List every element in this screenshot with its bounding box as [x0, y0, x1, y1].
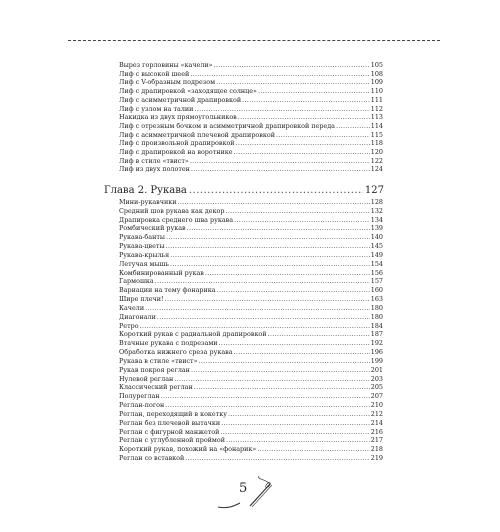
toc-entry	[119, 122, 383, 131]
toc-entry-title: Рукава-крылья	[119, 250, 170, 259]
toc-entry-title: Лиф из двух полотен	[119, 165, 190, 174]
toc-entry	[119, 295, 383, 304]
toc-entry	[119, 375, 383, 384]
dot-leader	[219, 339, 370, 348]
toc-entry-title: Реглан без плечевой вытачки	[119, 418, 221, 427]
toc-entry-page: 212	[370, 409, 383, 418]
toc-entry-page: 108	[370, 69, 383, 78]
dot-leader	[234, 148, 370, 157]
toc-entry-title: Вырез горловины «качели»	[119, 61, 213, 69]
toc-entry	[119, 87, 383, 96]
toc-entry-page: 180	[370, 312, 383, 321]
toc-entry-page: 109	[370, 78, 383, 87]
toc-entry	[119, 233, 383, 242]
toc-entry	[119, 216, 383, 225]
toc-entry	[119, 428, 383, 437]
toc-entry-page: 187	[370, 330, 383, 339]
toc-entry	[119, 251, 383, 260]
dot-leader	[268, 330, 370, 339]
toc-entry-page: 127	[364, 185, 384, 196]
toc-entry-title: Диагонали	[119, 312, 156, 321]
toc-entry-page: 207	[370, 392, 383, 401]
dot-leader	[199, 357, 370, 366]
toc-entry-title: Лиф с произвольной драпировкой	[119, 139, 235, 148]
dot-leader	[190, 157, 370, 166]
toc-entry-page: 124	[370, 165, 383, 174]
toc-entry	[119, 401, 383, 410]
toc-entry	[119, 357, 383, 366]
dot-leader	[194, 383, 370, 392]
dot-leader	[161, 392, 370, 401]
toc-entry-page: 134	[370, 215, 383, 224]
toc-entry-title: Рукава-банты	[119, 233, 165, 242]
toc-entry	[119, 410, 383, 419]
toc-entry-title: Ретро	[119, 321, 139, 330]
toc-entry-title: Вариации на тему фонарика	[119, 286, 216, 295]
toc-entry-page: 122	[370, 156, 383, 165]
toc-entry-page: 114	[370, 121, 383, 130]
toc-entry-title: Реглан, переходящий в кокетку	[119, 409, 227, 418]
toc-entry-title: Втачные рукава с подрезами	[119, 339, 218, 348]
top-dashed-rule	[68, 40, 440, 41]
dot-leader	[166, 242, 370, 251]
dot-leader	[236, 139, 370, 148]
toc-entry-page: 156	[370, 268, 383, 277]
toc-entry	[119, 157, 383, 166]
toc-entry-title: Реглан с углубленной проймой	[119, 436, 226, 445]
toc-entry	[119, 322, 383, 331]
toc-entry-page: 180	[370, 303, 383, 312]
toc-entry-page: 163	[370, 295, 383, 304]
dot-leader	[155, 277, 370, 286]
dot-leader	[189, 185, 363, 197]
toc-entry-title: Лиф с V-образным подрезом	[119, 78, 216, 87]
toc-entry	[119, 304, 383, 313]
toc-entry	[119, 148, 383, 157]
toc-entry	[119, 436, 383, 445]
toc-entry	[119, 242, 383, 251]
dot-leader	[191, 165, 370, 174]
dot-leader	[234, 348, 370, 357]
toc-entry	[119, 78, 383, 87]
toc-entry-page: 205	[370, 383, 383, 392]
toc-entry-page: 192	[370, 339, 383, 348]
toc-entry-page: 214	[370, 418, 383, 427]
toc-entry-page: 184	[370, 321, 383, 330]
dot-leader	[165, 295, 370, 304]
toc-entry	[119, 165, 383, 174]
toc-entry-page: 118	[370, 139, 383, 148]
toc-entry-title: Реглан-погон	[119, 401, 165, 410]
toc-entry	[119, 277, 383, 286]
toc-entry-page: 113	[370, 113, 383, 122]
toc-entry-title: Обработка нижнего среза рукава	[119, 348, 233, 357]
toc-entry-page: 160	[370, 286, 383, 295]
toc-entry-title: Средний шов рукава как декор	[119, 206, 225, 215]
needle-icon	[212, 470, 292, 515]
toc-entry-title: Гармошка	[119, 277, 154, 286]
toc-entry-title: Комбинированный рукав	[119, 268, 204, 277]
toc-entry	[119, 198, 383, 207]
dot-leader	[336, 122, 370, 131]
toc-entry-title: Короткий рукав, похожий на «фонарик»	[119, 445, 257, 454]
toc-entry-title: Ромбический рукав	[119, 224, 186, 233]
toc-entry-title: Накидка из двух прямоугольников	[119, 113, 237, 122]
toc-entry	[119, 260, 383, 269]
toc-entry-page: 128	[370, 198, 383, 206]
dot-leader	[166, 233, 370, 242]
toc-entry-title: Рукав покроя реглан	[119, 365, 190, 374]
page-number: 5	[239, 481, 248, 496]
toc-entry-page: 201	[370, 365, 383, 374]
toc-entry-page: 154	[370, 259, 383, 268]
dot-leader	[191, 366, 370, 375]
toc-entry-page: 120	[370, 148, 383, 156]
toc-entry-title: Мини-рукавчики	[119, 198, 177, 206]
toc-entry	[119, 224, 383, 233]
toc-entry-title: Лиф в стиле «твист»	[119, 156, 189, 165]
toc-entry	[119, 139, 383, 148]
toc-entry-page: 105	[370, 61, 383, 69]
toc-entry-title: Лиф с драпировкой на воротнике	[119, 148, 233, 156]
toc-entry	[119, 330, 383, 339]
toc-entry-page: 132	[370, 206, 383, 215]
dot-leader	[157, 313, 370, 322]
dot-leader	[205, 269, 370, 278]
toc-entry	[119, 131, 383, 140]
dot-leader	[258, 87, 370, 96]
toc-entry-page: 145	[370, 242, 383, 251]
toc-entry-page: 140	[370, 233, 383, 242]
toc-entry-page: 111	[370, 95, 383, 104]
toc-entry-page: 217	[370, 436, 383, 445]
toc-entry-page: 115	[370, 130, 383, 139]
dot-leader	[140, 322, 370, 331]
toc-entry	[119, 70, 383, 79]
toc-entry-page: 219	[370, 454, 383, 463]
toc-entry-title: Лиф с высокой шеей	[119, 69, 190, 78]
toc-entry-page: 196	[370, 348, 383, 357]
dot-leader	[165, 401, 370, 410]
dot-leader	[234, 216, 370, 225]
toc-entry-title: Шире плечи!	[119, 295, 164, 304]
toc-entry-title: Лиф с драпировкой «заходящее солнце»	[119, 87, 257, 96]
toc-entry	[119, 207, 383, 216]
toc-entry-title: Драпировка среднего шва рукава	[119, 215, 234, 224]
toc-entry-title: Лиф с асимметричной плечевой драпировкой	[119, 130, 275, 139]
toc-entry	[119, 313, 383, 322]
toc-entry	[119, 366, 383, 375]
toc-entry-page: 157	[370, 277, 383, 286]
dot-leader	[187, 224, 370, 233]
toc-entry-page: 139	[370, 224, 383, 233]
dot-leader	[170, 251, 370, 260]
dot-leader	[190, 70, 370, 79]
toc-entry	[119, 419, 383, 428]
dot-leader	[226, 436, 370, 445]
toc-entry-title: Нулевой реглан	[119, 374, 174, 383]
toc-entry-title: Лиф с асимметричной драпировкой	[119, 95, 242, 104]
toc-entry-title: Лиф с узлом на талии	[119, 104, 194, 113]
dot-leader	[170, 260, 370, 269]
toc-entry-title: Глава 2. Рукава	[104, 185, 187, 196]
dot-leader	[226, 207, 370, 216]
dot-leader	[221, 419, 370, 428]
dot-leader	[238, 113, 370, 122]
toc-entry	[119, 392, 383, 401]
toc-entry-title: Рукава-цветы	[119, 242, 165, 251]
dot-leader	[228, 410, 370, 419]
toc-entry-page: 110	[370, 87, 383, 96]
toc-entry-title: Короткий рукав с радиальной драпировкой	[119, 330, 267, 339]
toc-entry	[119, 339, 383, 348]
dot-leader	[257, 445, 369, 454]
toc-entry	[119, 269, 383, 278]
dot-leader	[220, 428, 369, 437]
dot-leader	[177, 198, 369, 207]
dot-leader	[185, 454, 370, 463]
toc-entry-page: 149	[370, 250, 383, 259]
toc-entry	[119, 105, 383, 114]
dot-leader	[217, 286, 370, 295]
toc-entry	[119, 96, 383, 105]
toc-entry-title: Реглан с фигурной манжетой	[119, 427, 220, 436]
toc-entry-title: Рукава в стиле «твист»	[119, 356, 198, 365]
toc-entry	[119, 286, 383, 295]
chapter-heading	[104, 185, 384, 197]
dot-leader	[276, 131, 370, 140]
dot-leader	[194, 105, 369, 114]
toc-entry	[119, 454, 383, 463]
toc-entry-page: 218	[370, 445, 383, 454]
toc-entry	[119, 445, 383, 454]
dot-leader	[145, 304, 370, 313]
dot-leader	[242, 96, 370, 105]
toc-entry-title: Полуреглан	[119, 392, 160, 401]
footer	[212, 470, 292, 515]
toc-entry-title: Лиф с отрезным бочком и асимметричной драпировкой переда	[119, 121, 335, 130]
toc-entry-page: 216	[370, 427, 383, 436]
toc-entry-title: Качели	[119, 303, 145, 312]
toc-entry-page: 112	[370, 104, 383, 113]
toc-entry-page: 199	[370, 356, 383, 365]
toc-entry-title: Классический реглан	[119, 383, 193, 392]
dot-leader	[216, 78, 370, 87]
toc-entry-page: 210	[370, 401, 383, 410]
toc-entry	[119, 348, 383, 357]
dot-leader	[214, 61, 370, 70]
toc-entry-title: Летучая мышь	[119, 259, 169, 268]
toc-entry-title: Реглан со вставкой	[119, 454, 185, 463]
toc-entry-page: 203	[370, 374, 383, 383]
toc-entry	[119, 383, 383, 392]
dot-leader	[174, 375, 370, 384]
toc-entry	[119, 113, 383, 122]
toc-entry	[119, 61, 383, 70]
